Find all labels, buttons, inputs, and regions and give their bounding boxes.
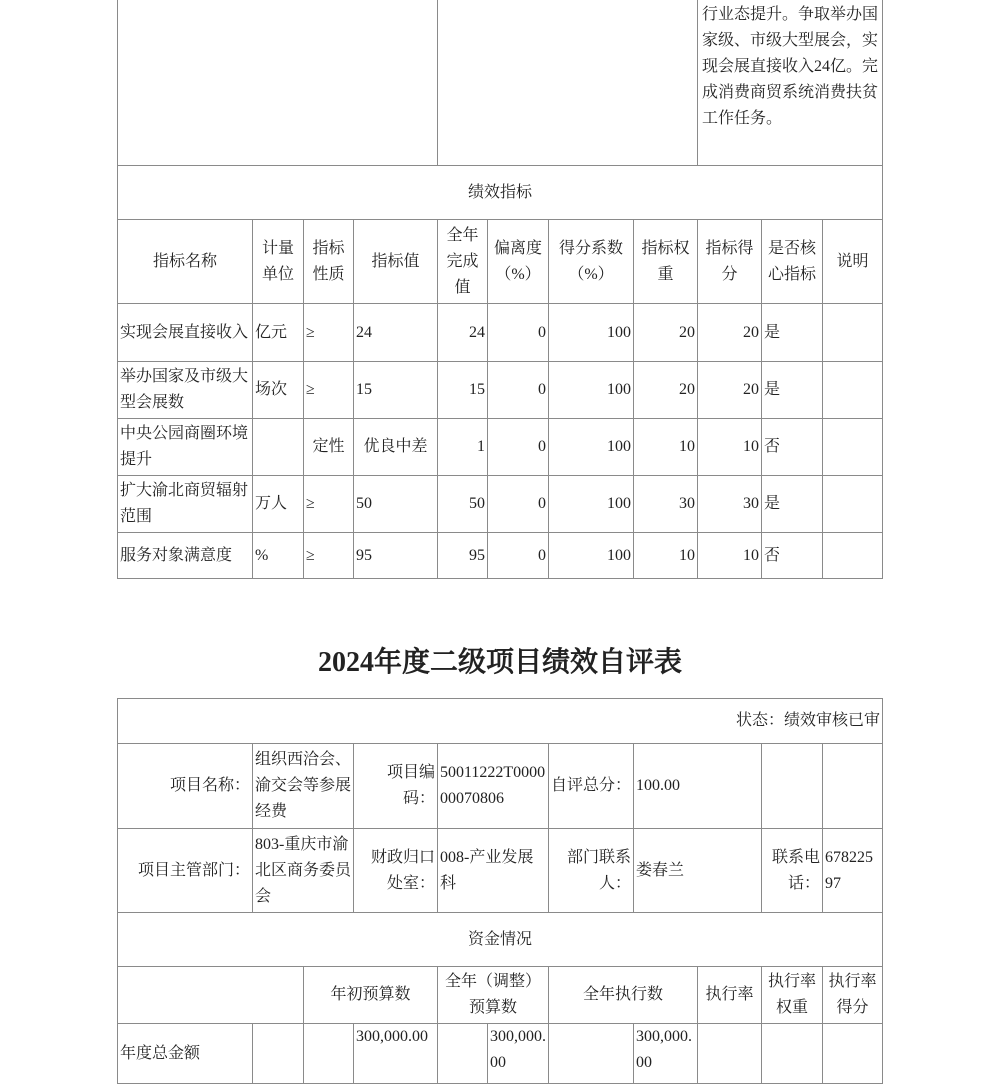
indicator-header-cell: 计量单位 (253, 220, 304, 304)
blank-cell (549, 1024, 634, 1084)
blank-cell (304, 1024, 354, 1084)
indicator-cell: 24 (354, 304, 438, 362)
indicator-cell: 50 (354, 476, 438, 533)
indicator-header-cell: 全年完成值 (438, 220, 488, 304)
dept-value: 803-重庆市渝北区商务委员会 (253, 829, 354, 913)
blank-cell (118, 0, 438, 166)
indicator-row (118, 533, 883, 579)
indicator-header-row (118, 220, 883, 304)
indicator-row (118, 304, 883, 362)
project-code-label: 项目编码： (354, 744, 438, 829)
funds-header: 执行率 (698, 967, 762, 1024)
performance-indicator-table (117, 0, 883, 579)
blank-cell (762, 744, 823, 829)
indicator-cell (823, 476, 883, 533)
indicator-cell (823, 533, 883, 579)
funds-header: 全年（调整）预算数 (438, 967, 549, 1024)
indicator-cell: 100 (549, 533, 634, 579)
indicator-cell: 实现会展直接收入 (118, 304, 253, 362)
indicator-header-cell: 是否核心指标 (762, 220, 823, 304)
indicator-cell: ≥ (304, 362, 354, 419)
goal-text: 行业态提升。争取举办国家级、市级大型展会，实现会展直接收入24亿。完成消费商贸系统消费扶贫工作任务。 (698, 0, 883, 166)
executed-amount: 300,000.00 (634, 1024, 698, 1084)
indicator-cell: 10 (698, 533, 762, 579)
initial-budget: 300,000.00 (354, 1024, 438, 1084)
indicator-cell: ≥ (304, 533, 354, 579)
indicator-cell: 服务对象满意度 (118, 533, 253, 579)
indicator-cell: 24 (438, 304, 488, 362)
indicator-cell: 优良中差 (354, 419, 438, 476)
blank-cell (253, 1024, 304, 1084)
indicator-row (118, 362, 883, 419)
indicator-cell: 15 (354, 362, 438, 419)
status-text: 状态：绩效审核已审 (118, 699, 883, 744)
blank-cell (823, 1024, 883, 1084)
phone-value: 67822597 (823, 829, 883, 913)
indicator-cell: 0 (488, 533, 549, 579)
indicator-cell: % (253, 533, 304, 579)
indicator-header-cell: 说明 (823, 220, 883, 304)
contact-label: 部门联系人： (549, 829, 634, 913)
indicator-cell: 0 (488, 419, 549, 476)
funds-header: 执行率得分 (823, 967, 883, 1024)
project-name-label: 项目名称： (118, 744, 253, 829)
indicator-cell: 否 (762, 419, 823, 476)
indicator-cell: 100 (549, 304, 634, 362)
indicator-cell: 20 (634, 304, 698, 362)
blank-cell (438, 0, 698, 166)
funds-header: 年初预算数 (304, 967, 438, 1024)
adjusted-budget: 300,000.00 (488, 1024, 549, 1084)
indicator-header-cell: 指标权重 (634, 220, 698, 304)
page-title: 2024年度二级项目绩效自评表 (317, 647, 682, 678)
indicator-cell: 举办国家及市级大型会展数 (118, 362, 253, 419)
indicator-cell: 是 (762, 476, 823, 533)
project-self-evaluation-table (117, 698, 883, 1084)
indicator-cell: 10 (698, 419, 762, 476)
indicator-cell: 100 (549, 419, 634, 476)
project-code: 50011222T000000070806 (438, 744, 549, 829)
indicator-cell: ≥ (304, 476, 354, 533)
indicator-cell: 100 (549, 476, 634, 533)
project-name: 组织西洽会、渝交会等参展经费 (253, 744, 354, 829)
blank-cell (823, 744, 883, 829)
indicator-cell: 场次 (253, 362, 304, 419)
section-title-indicators: 绩效指标 (118, 166, 883, 220)
contact-value: 娄春兰 (634, 829, 762, 913)
indicator-cell: 100 (549, 362, 634, 419)
indicator-cell: 中央公园商圈环境提升 (118, 419, 253, 476)
indicator-header-cell: 指标得分 (698, 220, 762, 304)
indicator-cell: 10 (634, 419, 698, 476)
indicator-cell (823, 419, 883, 476)
score-value: 100.00 (634, 744, 762, 829)
indicator-header-cell: 指标值 (354, 220, 438, 304)
blank-cell (438, 1024, 488, 1084)
indicator-header-cell: 指标性质 (304, 220, 354, 304)
indicator-cell: 扩大渝北商贸辐射范围 (118, 476, 253, 533)
indicator-cell: 是 (762, 304, 823, 362)
phone-label: 联系电话： (762, 829, 823, 913)
indicator-cell: 20 (634, 362, 698, 419)
indicator-cell: 15 (438, 362, 488, 419)
indicator-cell: 10 (634, 533, 698, 579)
indicator-cell: 95 (438, 533, 488, 579)
indicator-cell: 亿元 (253, 304, 304, 362)
indicator-cell: 30 (634, 476, 698, 533)
score-label: 自评总分： (549, 744, 634, 829)
indicator-cell (823, 304, 883, 362)
indicator-cell: 0 (488, 304, 549, 362)
blank-cell (762, 1024, 823, 1084)
funds-header: 全年执行数 (549, 967, 698, 1024)
indicator-header-cell: 指标名称 (118, 220, 253, 304)
indicator-cell: 50 (438, 476, 488, 533)
indicator-header-cell: 偏离度（%） (488, 220, 549, 304)
indicator-cell: 0 (488, 362, 549, 419)
dept-label: 项目主管部门： (118, 829, 253, 913)
indicator-cell: 20 (698, 362, 762, 419)
indicator-cell: 万人 (253, 476, 304, 533)
indicator-row (118, 476, 883, 533)
indicator-cell: 1 (438, 419, 488, 476)
funds-header: 执行率权重 (762, 967, 823, 1024)
indicator-cell: 是 (762, 362, 823, 419)
indicator-cell: 20 (698, 304, 762, 362)
indicator-row (118, 419, 883, 476)
indicator-cell: 0 (488, 476, 549, 533)
section-title-funds: 资金情况 (118, 913, 883, 967)
indicator-header-cell: 得分系数（%） (549, 220, 634, 304)
indicator-cell: 定性 (304, 419, 354, 476)
finance-value: 008-产业发展科 (438, 829, 549, 913)
indicator-cell (253, 419, 304, 476)
indicator-cell: ≥ (304, 304, 354, 362)
blank-cell (698, 1024, 762, 1084)
blank-cell (118, 967, 304, 1024)
indicator-cell (823, 362, 883, 419)
indicator-cell: 30 (698, 476, 762, 533)
total-amount-label: 年度总金额 (118, 1024, 253, 1084)
indicator-cell: 否 (762, 533, 823, 579)
indicator-cell: 95 (354, 533, 438, 579)
finance-label: 财政归口处室： (354, 829, 438, 913)
